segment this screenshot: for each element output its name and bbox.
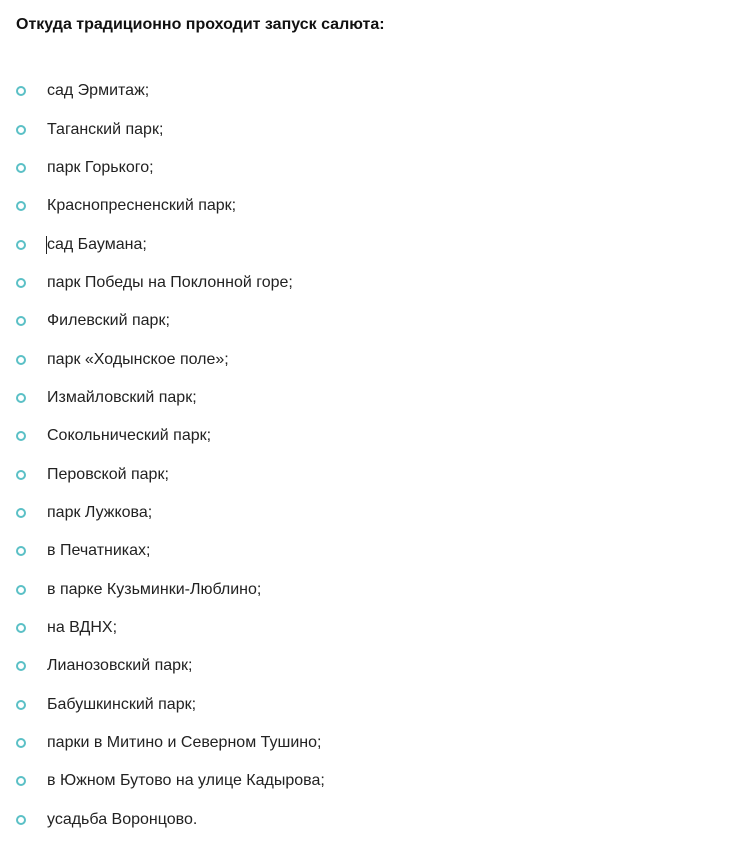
circle-bullet-icon xyxy=(16,661,26,671)
circle-bullet-icon xyxy=(16,815,26,825)
list-item-text[interactable]: Таганский парк; xyxy=(47,120,164,138)
circle-bullet-icon xyxy=(16,585,26,595)
list-item-text[interactable]: Краснопресненский парк; xyxy=(47,197,237,215)
list-item-text[interactable]: Бабушкинский парк; xyxy=(47,695,197,713)
circle-bullet-icon xyxy=(16,508,26,518)
list-heading: Откуда традиционно проходит запуск салюта: xyxy=(16,16,385,33)
circle-bullet-icon xyxy=(16,163,26,173)
circle-bullet-icon xyxy=(16,700,26,710)
list-item-text[interactable]: усадьба Воронцово. xyxy=(47,810,198,828)
circle-bullet-icon xyxy=(16,316,26,326)
circle-bullet-icon xyxy=(16,125,26,135)
circle-bullet-icon xyxy=(16,86,26,96)
circle-bullet-icon xyxy=(16,355,26,365)
list-item-text[interactable]: Сокольнический парк; xyxy=(47,427,212,445)
circle-bullet-icon xyxy=(16,470,26,480)
list-item-text[interactable]: парк «Ходынское поле»; xyxy=(47,350,229,368)
list-item-text[interactable]: Перовской парк; xyxy=(47,465,169,483)
list-item-text[interactable]: парки в Митино и Северном Тушино; xyxy=(47,734,322,752)
circle-bullet-icon xyxy=(16,776,26,786)
list-item-text[interactable]: на ВДНХ; xyxy=(47,618,118,636)
list-item-text[interactable]: сад Эрмитаж; xyxy=(47,82,150,100)
circle-bullet-icon xyxy=(16,240,26,250)
list-item-text[interactable]: Измайловский парк; xyxy=(47,388,197,406)
circle-bullet-icon xyxy=(16,738,26,748)
list-item-text[interactable]: Лианозовский парк; xyxy=(47,657,193,675)
circle-bullet-icon xyxy=(16,278,26,288)
circle-bullet-icon xyxy=(16,546,26,556)
circle-bullet-icon xyxy=(16,201,26,211)
list-item-text[interactable]: в Южном Бутово на улице Кадырова; xyxy=(47,772,325,790)
list-item-text[interactable]: в парке Кузьминки-Люблино; xyxy=(47,580,262,598)
list-item-text[interactable]: парк Лужкова; xyxy=(47,503,153,521)
list-item-text[interactable]: сад Баумана; xyxy=(47,235,147,253)
list-item-text[interactable]: Филевский парк; xyxy=(47,312,170,330)
list-item-text[interactable]: в Печатниках; xyxy=(47,542,151,560)
circle-bullet-icon xyxy=(16,623,26,633)
circle-bullet-icon xyxy=(16,393,26,403)
list-item-text[interactable]: парк Победы на Поклонной горе; xyxy=(47,273,293,291)
circle-bullet-icon xyxy=(16,431,26,441)
list-item-text[interactable]: парк Горького; xyxy=(47,158,154,176)
